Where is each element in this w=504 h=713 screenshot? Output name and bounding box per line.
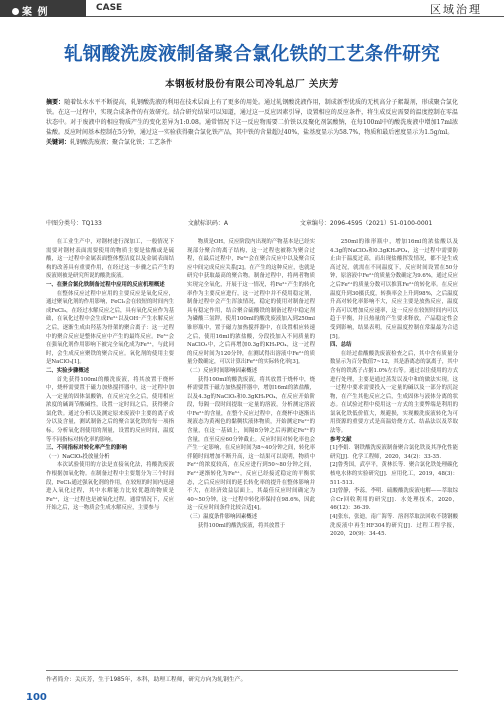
body-paragraph: 首先获得100ml的酸洗废液，将其放置于烧杯中，烧杯需要置于磁力加热搅拌器中，这一过程中加入一定量的固体氯酸钠，在反应完全之后，使用相应浓度的碱调节酸碱性，设置一定时间之后，获得聚合氯化铁。通过分析以及测定原来废液中主要的离子成分以及含量，测试制备之后的聚合氯化铁的每一项指标。分析氧化剂使用的剂量，设置的反应时间，温度等不同指标对转化率的影响。	[46, 376, 174, 443]
reference-item: [1]李娟．钢铁酸洗废液制备聚合氯化铁及其净化性能研究[J]．化学工程师，2020，34(2)：33-35.	[330, 445, 458, 460]
section-heading-1: 一、在聚合氯化铁制备过程中应用的反应机理概述	[46, 281, 165, 288]
references-heading: 参考文献	[330, 436, 352, 443]
reference-item: [2]鲁秀国，武亭平，黄林长等．聚合氯化铁处理碳化核电水体的实验研究[J]．应用化工，2019，48(3)：511-513.	[330, 462, 458, 486]
reference-item: [4]张东，张迪，南广海等．溶剂萃取法回收不锈钢酸洗废液中再生HF304的研究[J]．过程工程学报，2020，20(9)：34-45.	[330, 514, 458, 538]
reference-item: [3]曾静，李蕊，李明．硫酸酸洗废液电解——萃取综合Cr回收利用的研究[J]．水处理技术，2020，46(12)：36-39.	[330, 488, 458, 512]
clc-number: 中图分类号：TQ133	[46, 220, 102, 227]
header-tag	[12, 3, 48, 18]
keywords-label: 关键词：	[46, 139, 71, 146]
intro-paragraph: 在工业生产中，对钢材进行深加工，一般情况下需要对钢材表面需要使用的物质主要是盐酸或是硫酸，这一过程中金属表面整体整洁度以及金属表面结构的改善具有重要作用，在经过这一步骤之后产生的废液则被是研究所说的酸洗废液。	[46, 239, 174, 280]
article-title: 轧钢酸洗废液制备聚合氯化铁的工艺条件研究	[63, 44, 440, 65]
page-number: 100	[26, 692, 47, 703]
author-note: 作者简介：关庆芳，生于1985年，本科，助理工程师，研究方向为轧钢生产。	[46, 677, 247, 683]
body-paragraph: 在经过盐酸酸洗废液检查之后，其中含有质量分数显示为百分数值7~12，其是游离态的氯离子，其中含有的铁离子占据1.0%左右等。通过以往使用的方式进行处理，主要是通过蒸发以及中和的做法实现。这一过程中要求需要投入一定量的碱以及一部分的沉淀物，在产生其他反应之后，生成固体与液体分离的状态。在试验过程中使用这一方式的主要弊端是利用的氯氧化铁低价值大，规避损，实现酸洗废液转化为可用资源的重要方式是高温焙烧方式、结晶法以及萃取法等。	[330, 350, 459, 435]
column-2	[187, 238, 315, 530]
abstract-text: 随着钛水水平不断提高，轧钢酸洗液的利用在技术层面上有了更多的用处。通过轧钢酸洗液作用，制成新型优质的无机高分子絮凝剂，形成聚合氯化铁。在这一过程中，实现合成条件的有效研究。结合研究结果可以知道，通过这一反应因素引导，设置相应的反应条件，将生成反应需要的温度控制在零温状态中。对于废液中的相应物质产生的变化差异为1:0.08。通常情况下这一反应物需要二价铁以及聚化剂氯酸钠，在每100ml中的酸洗废液中增加17ml浓盐酸。反应时间基本控制在5分钟，通过这一实验获得聚合氯化铁产品，其中铁的含量超过40%，盐基度显示为58.7%，物质和最后密度显示为1.5g/ml。	[46, 99, 458, 136]
article-number: 文章编号：2096-4595（2021）51-0100-0001	[299, 220, 433, 227]
header-bar	[0, 0, 504, 24]
doc-code: 文献标识码：A	[187, 220, 229, 227]
body-paragraph: 本次试验使用的方法是直接氧化法，将酸洗废液作根据加氧化物。在制备过程中主要划分为三个时间段，FeCl₂通过强氧化剂的作用，在较短的时间内迅速进入氧化过程，其中水解能力比较优越的物质是Fe³⁺，这一过程也是被氧化过程。通常情况下，反应开始之后，这一物质会生成水解反应，主要参与	[46, 462, 174, 512]
footnote-rule	[46, 670, 458, 671]
article-authors: 本钢板材股份有限公司冷轧总厂 关庆芳	[165, 79, 339, 90]
abstract-label: 摘要：	[46, 99, 65, 106]
body-paragraph: 获得100ml的酸洗废液，将其放置于	[197, 522, 285, 529]
body-paragraph: 物质是OH，反应阶段内出现的产物基本是已经实现部分聚合的离子结构，这一过程也被称为聚合过程，在最后过程中，Fe³⁺会在聚合反应中以及聚合反应中间完成反应关系[2]。在产生的这种反应，也就是研究中获取最高的聚合物。制备过程中，将两者物质实现完全氧化，开展于这一情况，将Fe²⁺产生的转化率作为主要反应进行，这一过程中并不使用稳定剂，制备过程中会产生浑浊情况，稳定的使用对制备过程具有稳定作用，结合聚合硫酸铁的制备过程中稳定剂为磷酸三氢钾。使用100ml的酸洗废液加入到250ml锥形瓶中，置于磁力加热搅拌器中，在设置相应转速之后，使用16ml的浓盐酸，分段投加入不同质量的NaClO₃中，之后再增加0.3g的KH₂PO₄，这一过程的反应时间为120分钟，在测试得出溶液中Fe²⁺的质量分数确定，可以计算出Fe²⁺的实际转化率[3]。	[187, 239, 315, 366]
keywords-text: 轧钢酸洗废液；聚合氯化铁；工艺条件	[70, 139, 173, 146]
section-heading-2: 二、实验步骤概述	[46, 367, 90, 374]
body-paragraph: 250ml的锥形瓶中，增加16ml的浓盐酸以及4.3g的NaClO₃和0.3gKH₂PO₄，这一过程中需要防止由于温度过高，而出现盐酸挥发情况，都不是生成高过况，就需在不同温度下，反应时间设置在50分钟，原溶液中Fe²⁺的质量分数确定为9.6%，通过反应之后Fe²⁺的质量分数可以推算Fe²⁺的转化率。在反应温度升到30摄氏度，转换率会上升到98%，之后温度升高对转化率影响不大，反应主要是放热反应，温度升高可以增加反应速率，这一反应在较短时间内可以趋于平衡，并且热量的产生要求释放，产品稳定性会受到影响，结果表明，反应温度控制在常温最为合适[5]。	[330, 239, 458, 340]
bullet-icon	[12, 8, 19, 15]
abstract-block	[46, 98, 458, 148]
subsection-heading: （三）温度条件影响因素概述	[187, 514, 258, 520]
column-1	[46, 238, 174, 513]
header-section-title: 区域治理	[430, 3, 482, 16]
article-meta	[46, 218, 458, 227]
section-heading-3: 三、不同指标对转化率产生的影响	[46, 445, 127, 452]
section-heading-4: 四、总结	[330, 342, 352, 349]
header-case-label: CASE	[96, 3, 123, 13]
column-3	[330, 238, 458, 539]
subsection-heading: （二）反应时间影响因素概述	[187, 367, 258, 374]
body-paragraph: 在整体反应过程中应用的主要反应是氧化反应，通过聚氧化剂的作用影响，FeCl₂会在较短的时间内生成FeCl₃，在经过水解反应之后，具有氧化反应作为基础，在氧化过程中会生成Fe³⁺以及OH⁻产生水解反应之后，逐渐生成由羟基为骨架的聚合离子：这一过程中的聚合反应是整体反应中产生的最终反应。Fe³⁺会在强氧化剂作用影响下被完全氧化成为Fe³⁺，与此同时，会生成反应聚铁的聚合反应。氧化剂的使用主要是NaClO₃[1]。	[46, 290, 174, 366]
subsection-heading: （一）NaClO₃投放量分析	[46, 453, 110, 460]
body-paragraph: 获得100ml的酸洗废液，将其放置于烧杯中，烧杯需要置于磁力加热搅拌器中，增加16ml的浓盐酸，以及4.3g的NaClO₃和0.3gKH₂PO₄，在反应开始阶段，每隔一段时间提取一定量的溶液，分析测定溶液中Fe²⁺的含量，在整个反应过程中，在烧杯中逐渐出现液态为黄褐色的黏稠状液体物质，开始测定Fe²⁺的含量，在这一基础上，间隔8分钟之后再测定Fe²⁺的含量，直至反应60分钟截止。反应时间对转化率也会产生一定影响，在反应时间为8~40分钟之间，转化率伴随时间增加不断升高，这一结果可以说明，物质中Fe²⁺的浓度较高，在反应进行到50~80分钟之间，Fe²⁺逐渐转化为Fe³⁺，反应已经接近稳定的平衡状态，之后反应时间的延长转化率的提升在整体影响并不大，在经济效益层面上，其最佳反应时间确定为40~50分钟，这一过程中转化率保持在98.6%，因此这一反应时间条件比较合适[4]。	[187, 376, 316, 512]
header-tag-label: 案 例	[22, 7, 49, 18]
